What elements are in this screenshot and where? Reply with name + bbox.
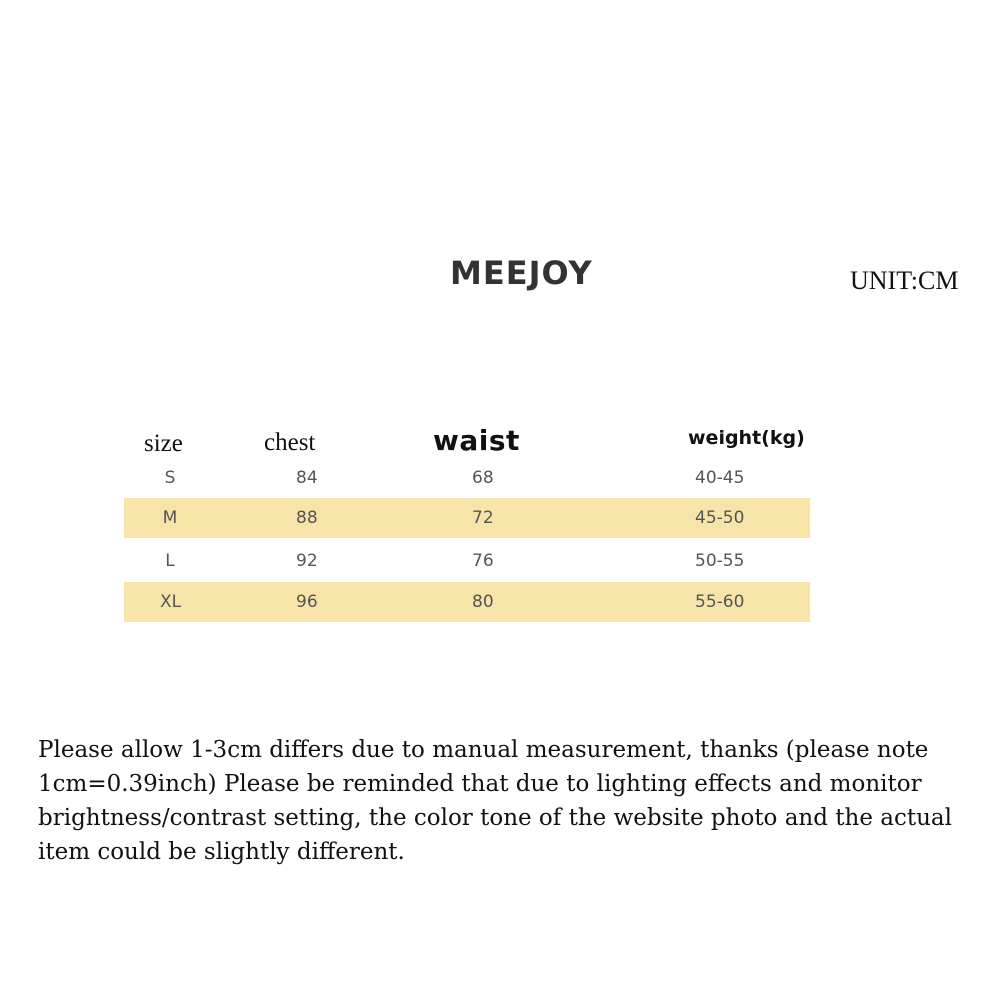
table-row (124, 498, 810, 538)
header-waist: waist (433, 424, 520, 457)
table-row (124, 458, 810, 498)
table-row (124, 541, 810, 581)
cell-size: L (165, 551, 175, 571)
header-size: size (144, 430, 183, 457)
cell-waist: 72 (472, 508, 494, 528)
cell-weight: 40-45 (695, 468, 745, 488)
cell-waist: 76 (472, 551, 494, 571)
cell-weight: 50-55 (695, 551, 745, 571)
cell-waist: 68 (472, 468, 494, 488)
cell-size: XL (160, 592, 182, 612)
cell-size: M (162, 508, 178, 528)
cell-size: S (164, 468, 176, 488)
cell-chest: 84 (296, 468, 318, 488)
cell-chest: 96 (296, 592, 318, 612)
cell-chest: 88 (296, 508, 318, 528)
header-weight: weight(kg) (688, 427, 805, 449)
header-chest: chest (264, 429, 316, 456)
table-row (124, 582, 810, 622)
cell-weight: 45-50 (695, 508, 745, 528)
cell-chest: 92 (296, 551, 318, 571)
cell-waist: 80 (472, 592, 494, 612)
cell-weight: 55-60 (695, 592, 745, 612)
unit-label: UNIT:CM (850, 266, 959, 295)
measurement-note: Please allow 1-3cm differs due to manual measurement, thanks (please note 1cm=0.39inch) Please be reminded that due to lighting effects and monitor brightness/contrast setting, the color tone of the website photo and the actual item could be slightly different. (38, 737, 952, 865)
brand-title: MEEJOY (450, 254, 593, 292)
